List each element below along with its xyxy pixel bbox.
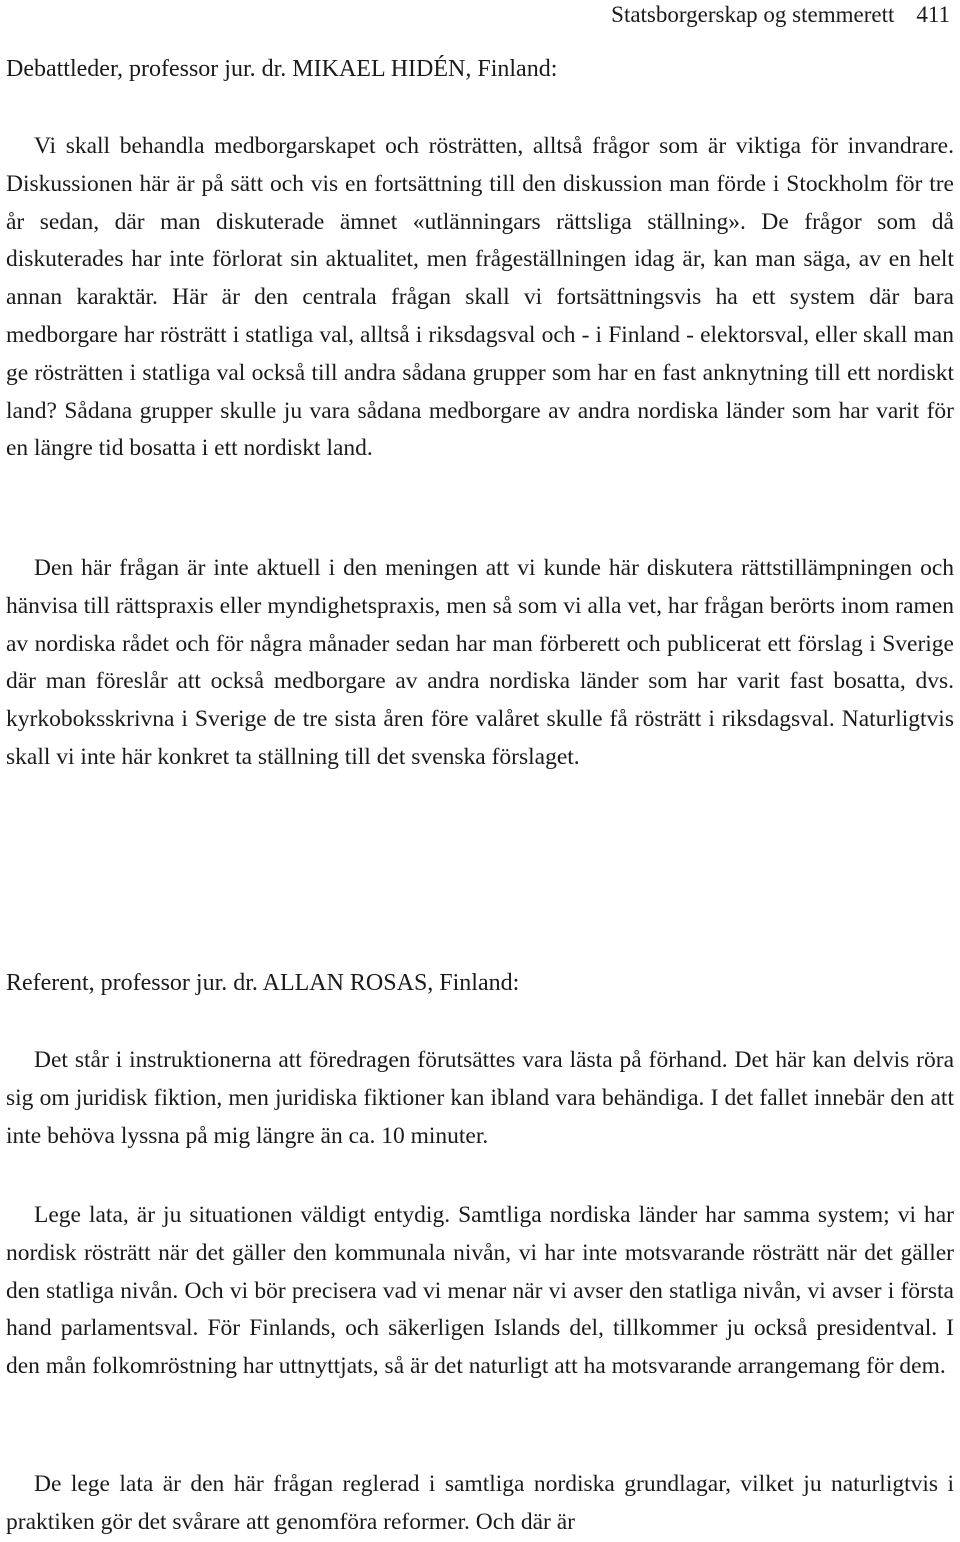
running-title: Statsborgerskap og stemmerett: [611, 2, 895, 27]
paragraph: Vi skall behandla medborgarskapet och rösträtten, alltså frågor som är viktiga för invandrare. Diskussionen här är på sätt och vis en fortsättning till den diskussion man förde i Stockholm för tre år sedan, där man diskuterade ämnet «utlänningars rättsliga ställning». De frågor som då diskuterades har inte förlorat sin aktualitet, men frågeställningen idag är, kan man säga, av en helt annan karaktär. Här är den centrala frågan skall vi fortsättningsvis ha ett system där bara medborgare har rösträtt i statliga val, alltså i riksdagsval och - i Finland - elektorsval, eller skall man ge rösträtten i statliga val också till andra sådana grupper som har en fast anknytning till ett nordiskt land? Sådana grupper skulle ju vara sådana medborgare av andra nordiska länder som har varit för en längre tid bosatta i ett nordiskt land.: [6, 133, 954, 462]
speaker-heading: Debattleder, professor jur. dr. MIKAEL HIDÉN, Finland:: [6, 56, 558, 82]
paragraph: Den här frågan är inte aktuell i den meningen att vi kunde här diskutera rättstillämpningen och hänvisa till rättspraxis eller myndighetspraxis, men så som vi alla vet, har frågan berörts inom ramen av nordiska rådet och för några månader sedan har man förberett och publicerat ett förslag i Sverige där man föreslår att också medborgare av andra nordiska länder som har varit fast bosatta, dvs. kyrkoboksskrivna i Sverige de tre sista åren före valåret skulle få rösträtt i riksdagsval. Naturligtvis skall vi inte här konkret ta ställning till det svenska förslaget.: [6, 555, 954, 770]
paragraph: Lege lata, är ju situationen väldigt entydig. Samtliga nordiska länder har samma system; vi har nordisk rösträtt när det gäller den kommunala nivån, vi har inte motsvarande rösträtt när det gäller den statliga nivån. Och vi bör precisera vad vi menar när vi avser den statliga nivån, vi avser i första hand parlamentsval. För Finlands, och säkerligen Islands del, tillkommer ju också presidentval. I den mån folkomröstning har uttnyttjats, så är det naturligt att ha motsvarande arrangemang för dem.: [6, 1202, 954, 1380]
running-head: [611, 2, 950, 28]
page-number: 411: [916, 2, 950, 27]
speaker-heading: Referent, professor jur. dr. ALLAN ROSAS, Finland:: [6, 970, 520, 996]
paragraph: De lege lata är den här frågan reglerad i samtliga nordiska grundlagar, vilket ju naturligtvis i praktiken gör det svårare att genomföra reformer. Och där är: [6, 1471, 954, 1535]
paragraph: Det står i instruktionerna att föredragen förutsättes vara lästa på förhand. Det här kan delvis röra sig om juridisk fiktion, men juridiska fiktioner kan ibland vara behändiga. I det fallet innebär den att inte behöva lyssna på mig längre än ca. 10 minuter.: [6, 1047, 954, 1149]
